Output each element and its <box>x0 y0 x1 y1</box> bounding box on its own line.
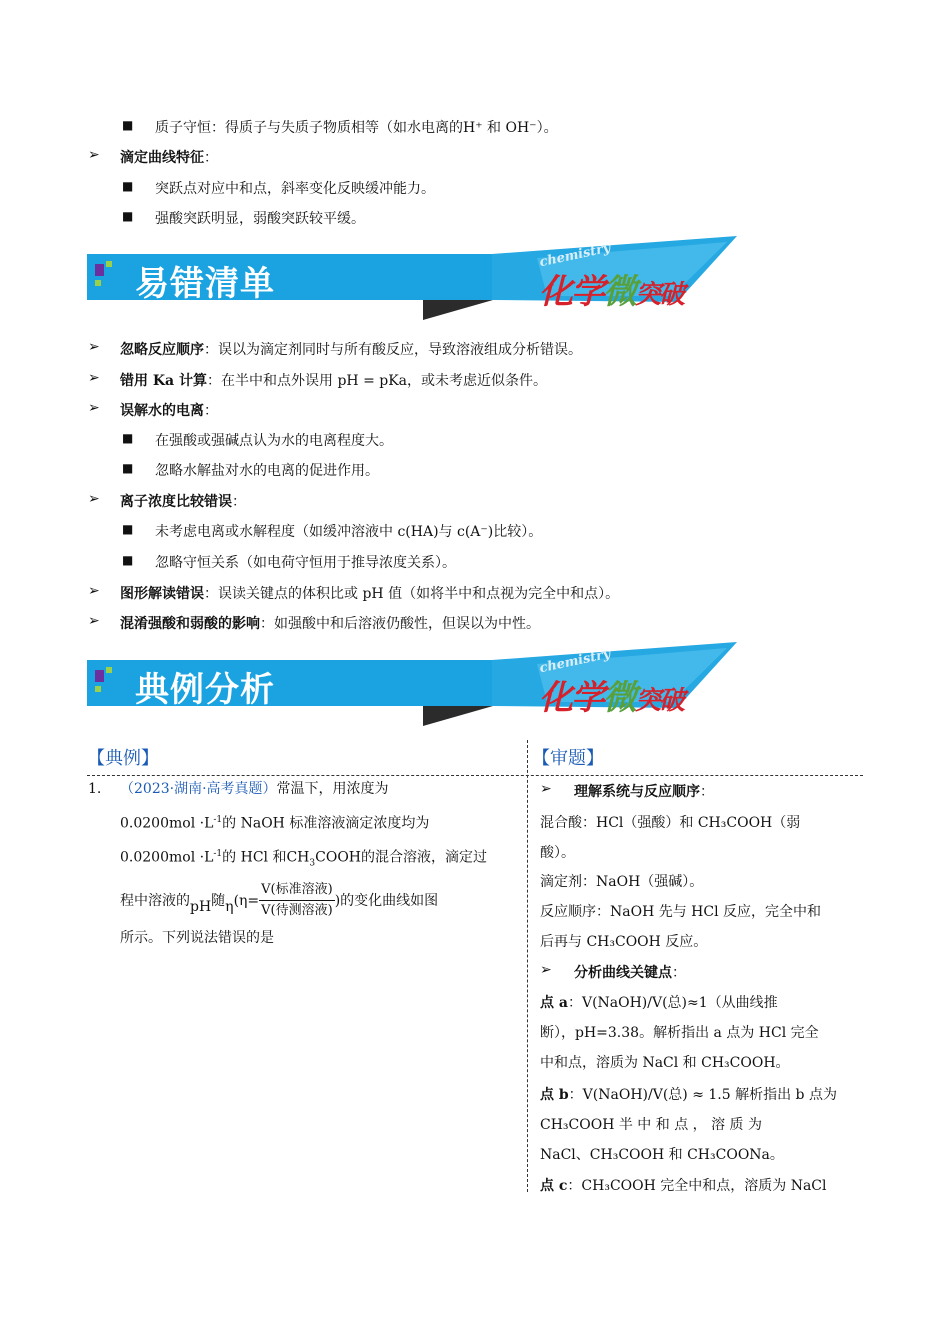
mistake-item: 误解水的电离： <box>120 403 218 419</box>
eta-fraction: $\frac{\text{V(标准溶液)}}{\text{V(待测溶液)}}$ <box>261 882 333 919</box>
conservation-item: 质子守恒：得质子与失质子物质相等（如水电离的H⁺ 和 OH⁻）。 <box>155 120 558 136</box>
square-bullet-icon: ■ <box>122 209 134 223</box>
square-bullet-icon: ■ <box>122 522 134 536</box>
point-a-line: 断），pH=3.38。解析指出 a 点为 HCl 完全 <box>540 1025 819 1041</box>
mistake-item: 混淆强酸和弱酸的影响：如强酸中和后溶液仍酸性，但误以为中性。 <box>120 616 540 632</box>
arrow-bullet-icon: ➢ <box>88 370 100 386</box>
question-source-link[interactable]: （2023·湖南·高考真题） <box>120 781 277 797</box>
arrow-bullet-icon: ➢ <box>540 962 552 978</box>
banner-square-icon <box>95 264 104 276</box>
review-heading: 分析曲线关键点： <box>574 965 686 981</box>
point-a-line: 点 a：V(NaOH)/V(总)≈1（从曲线推 <box>540 995 778 1011</box>
arrow-bullet-icon: ➢ <box>88 400 100 416</box>
point-c-line: 点 c：CH₃COOH 完全中和点，溶质为 NaCl <box>540 1178 827 1194</box>
arrow-bullet-icon: ➢ <box>88 147 100 163</box>
review-line: 混合酸：HCl（强酸）和 CH₃COOH（弱 <box>540 815 801 831</box>
question-number: 1. <box>88 781 102 797</box>
arrow-bullet-icon: ➢ <box>540 781 552 797</box>
square-bullet-icon: ■ <box>122 179 134 193</box>
arrow-bullet-icon: ➢ <box>88 613 100 629</box>
square-bullet-icon: ■ <box>122 461 134 475</box>
banner-brand-logo: 化学微突破 <box>539 678 684 718</box>
section-banner-examples <box>87 642 742 722</box>
mistake-subitem: 在强酸或强碱点认为水的电离程度大。 <box>155 433 393 449</box>
square-bullet-icon: ■ <box>122 431 134 445</box>
mistake-item: 图形解读错误：误读关键点的体积比或 pH 值（如将半中和点视为完全中和点）。 <box>120 586 620 602</box>
mistake-item: 忽略反应顺序：误以为滴定剂同时与所有酸反应，导致溶液组成分析错误。 <box>120 342 582 358</box>
arrow-bullet-icon: ➢ <box>88 339 100 355</box>
example-header: 【典例】 <box>87 748 159 769</box>
mistake-item: 错用 Ka 计算：在半中和点外误用 pH = pKa，或未考虑近似条件。 <box>120 373 548 389</box>
mistake-subitem: 未考虑电离或水解程度（如缓冲溶液中 c(HA)与 c(A⁻)比较）。 <box>155 524 543 540</box>
square-bullet-icon: ■ <box>122 118 134 132</box>
banner-square-icon <box>95 670 104 682</box>
banner-brand-logo: 化学微突破 <box>539 272 684 312</box>
banner-title: 典例分析 <box>135 670 275 710</box>
arrow-bullet-icon: ➢ <box>88 491 100 507</box>
titration-curve-heading: 滴定曲线特征： <box>120 150 218 166</box>
point-b-line: CH₃COOH 半 中 和 点 ， 溶 质 为 <box>540 1117 763 1133</box>
review-line: 滴定剂：NaOH（强碱）。 <box>540 874 704 890</box>
point-a-line: 中和点，溶质为 NaCl 和 CH₃COOH。 <box>540 1055 790 1071</box>
review-heading: 理解系统与反应顺序： <box>574 784 714 800</box>
banner-chemistry-text: chemistry <box>538 240 612 271</box>
arrow-bullet-icon: ➢ <box>88 583 100 599</box>
point-b-line: NaCl、CH₃COOH 和 CH₃COONa。 <box>540 1147 784 1163</box>
mistake-subitem: 忽略守恒关系（如电荷守恒用于推导浓度关系）。 <box>155 555 456 571</box>
review-header: 【审题】 <box>532 748 604 769</box>
square-bullet-icon: ■ <box>122 553 134 567</box>
banner-chemistry-text: chemistry <box>538 646 612 677</box>
column-divider <box>527 740 528 1192</box>
mistake-item: 离子浓度比较错误： <box>120 494 246 510</box>
question-text: （2023·湖南·高考真题）常温下，用浓度为 $0.0200mol \cdot L^{-1}$的 NaOH 标准溶液滴定浓度均为 $0.0200mol \cdot L^{-1}$的 HCl 和$CH_3COOH$的混合溶液，滴定过 程中溶液的pH随η(η= $\frac{\text{V(标准溶液)}}{\text{V(待测溶液)}}$ )的变化曲线如图 所示。下列说法错误的是 <box>120 781 488 946</box>
banner-title: 易错清单 <box>135 264 275 304</box>
review-line: 酸）。 <box>540 845 575 861</box>
review-line: 后再与 CH₃COOH 反应。 <box>540 934 708 950</box>
section-banner-mistakes <box>87 236 742 316</box>
mistake-subitem: 忽略水解盐对水的电离的促进作用。 <box>155 463 379 479</box>
review-line: 反应顺序：NaOH 先与 HCl 反应，完全中和 <box>540 904 822 920</box>
curve-feature-item: 突跃点对应中和点，斜率变化反映缓冲能力。 <box>155 181 435 197</box>
point-b-line: 点 b：V(NaOH)/V(总) ≈ 1.5 解析指出 b 点为 <box>540 1087 837 1103</box>
curve-feature-item: 强酸突跃明显，弱酸突跃较平缓。 <box>155 211 365 227</box>
